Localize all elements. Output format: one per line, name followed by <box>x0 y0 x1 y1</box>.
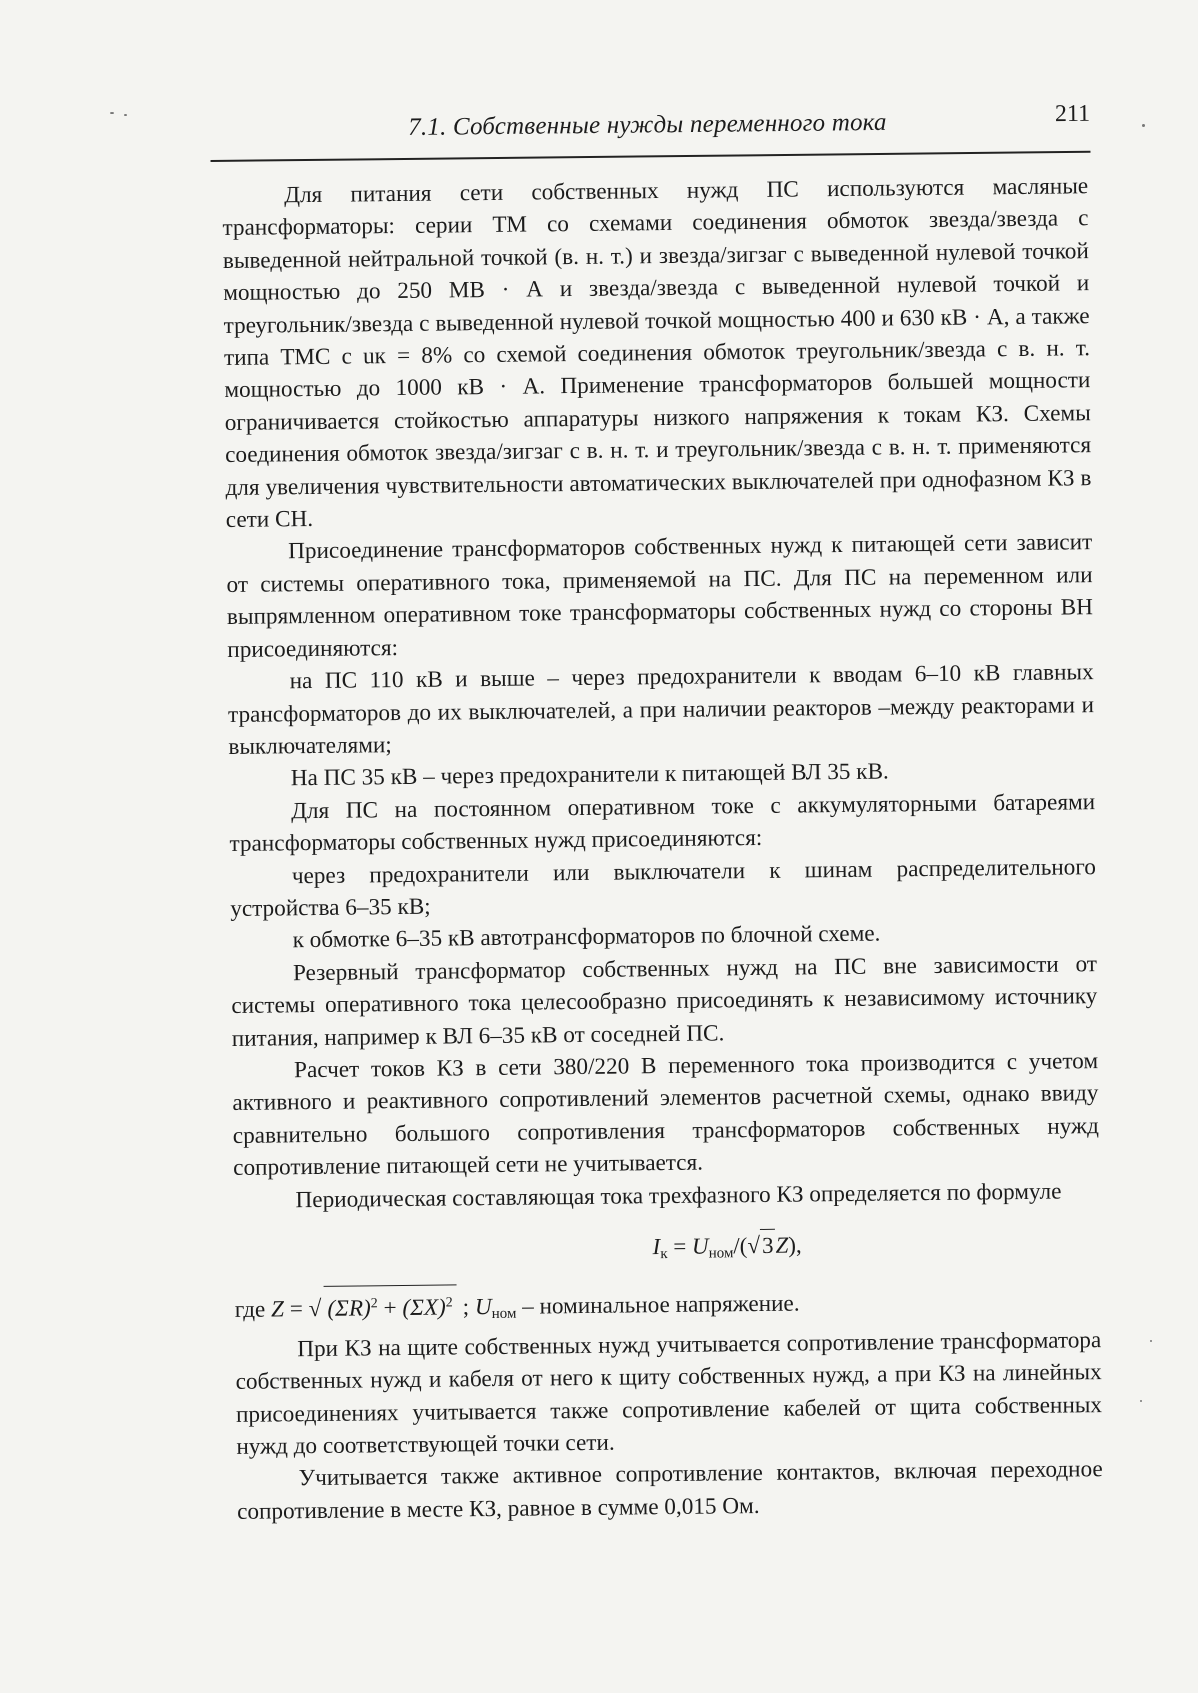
formula-radicand <box>323 1285 457 1326</box>
running-head <box>210 101 1090 150</box>
paragraph: на ПС 110 кВ и выше – через предохранители к вводам 6–10 кВ главных трансформаторов до их выключателей, а при наличии реакторов –между реакторами и выключателями; <box>227 659 1095 760</box>
paragraph: При КЗ на щите собственных нужд учитывается сопротивление трансформатора собственных нужд и кабеля от него к щиту собственных нужд, а при КЗ на линейных присоединениях учитывается также сопротивление кабелей от щита собственных нужд до соответствующей точки сети. <box>235 1326 1103 1460</box>
paragraph: Резервный трансформатор собственных нужд на ПС вне зависимости от системы оперативного тока целесообразно присоединять к независимому источнику питания, например к ВЛ 6–35 кВ от соседней ПС. <box>231 950 1098 1052</box>
formula-exponent: 2 <box>445 1295 453 1311</box>
section-title: 7.1. Собственные нужды переменного тока <box>408 108 887 141</box>
scan-speck <box>110 112 114 114</box>
where-prefix: где <box>234 1296 272 1324</box>
scan-speck <box>1140 1400 1142 1402</box>
paragraph: Присоединение трансформаторов собственных нужд к питающей сети зависит от системы оперативного тока, применяемой на ПС. Для ПС на переменном или выпрямленном оперативном токе трансформаторы собственных нужд со стороны ВН присоединяются: <box>226 529 1094 663</box>
sqrt-sign: √ <box>308 1296 322 1323</box>
paragraph: Периодическая составляющая тока трехфазного КЗ определяется по формуле <box>295 1178 1062 1213</box>
paragraph: к обмотке 6–35 кВ автотрансформаторов по блочной схеме. <box>292 920 881 954</box>
paragraph: На ПС 35 кВ – через предохранители к питающей ВЛ 35 кВ. <box>290 758 889 792</box>
formula-term: (ΣR) <box>327 1295 371 1323</box>
formula-operator: /( <box>733 1233 748 1259</box>
formula-symbol: U <box>474 1294 492 1321</box>
scan-speck <box>124 114 127 116</box>
definition-text: – номинальное напряжение. <box>516 1290 800 1321</box>
paragraph: Учитывается также активное сопротивление контактов, включая переходное сопротивление в месте КЗ, равное в сумме 0,015 Ом. <box>236 1456 1103 1525</box>
formula-symbol: U <box>691 1233 709 1259</box>
paragraph: Для ПС на постоянном оперативном токе с аккумуляторными батареями трансформаторы собственных нужд присоединяются: <box>229 788 1096 858</box>
paragraph: Расчет токов КЗ в сети 380/220 В переменного тока производится с учетом активного и реактивного сопротивлений элементов расчетной схемы, однако ввиду сравнительно большого сопротивления трансформаторов собственных нужд сопротивление питающей сети не учитывается. <box>232 1048 1099 1182</box>
current-formula <box>234 1225 1100 1275</box>
formula-symbol: Z <box>775 1232 789 1258</box>
paragraph: через предохранители или выключатели к шинам распределительного устройства 6–35 кВ; <box>230 853 1096 922</box>
sqrt-sign: √ <box>747 1232 761 1259</box>
formula-operator: + <box>377 1295 403 1322</box>
formula-subscript: ном <box>708 1245 734 1262</box>
header-rule <box>211 151 1091 162</box>
paragraph: Для питания сети собственных нужд ПС используются масляные трансформаторы: серии ТМ со схемами соединения обмоток звезда/звезда с выведенной нейтральной точкой (в. н. т.) и звезда/зигзаг с выведенной нулевой точкой мощностью до 250 МВ · А и звезда/звезда с выведенной нулевой точкой и треугольник/звезда с выведенной нулевой точкой мощностью 400 и 630 кВ · А, а также типа ТМС с uк = 8% со схемой соединения обмоток треугольник/звезда с в. н. т. мощностью до 1000 кВ · А. Применение трансформаторов большей мощности ограничивается стойкостью аппаратуры низкого напряжения к токам КЗ. Схемы соединения обмоток звезда/зигзаг с в. н. т. и треугольник/звезда с в. н. т. применяются для увеличения чувствительности автоматических выключателей при однофазном КЗ в сети СН. <box>222 173 1092 534</box>
page-number: 211 <box>1054 100 1091 128</box>
formula-symbol: I <box>652 1234 661 1260</box>
formula-operator: = <box>283 1296 309 1323</box>
formula-operator: = <box>667 1233 693 1260</box>
formula-separator: ; <box>456 1294 476 1321</box>
formula-subscript: ном <box>491 1306 517 1323</box>
scan-speck <box>1150 1340 1152 1342</box>
formula-radicand: 3 <box>760 1229 776 1263</box>
formula-operator: ), <box>788 1232 802 1258</box>
page-body <box>222 170 1103 1528</box>
formula-symbol: Z <box>270 1296 285 1323</box>
formula-term: (ΣX) <box>402 1294 446 1322</box>
formula-exponent: 2 <box>370 1296 378 1312</box>
formula-subscript: к <box>660 1246 668 1263</box>
scan-speck <box>1142 124 1145 127</box>
